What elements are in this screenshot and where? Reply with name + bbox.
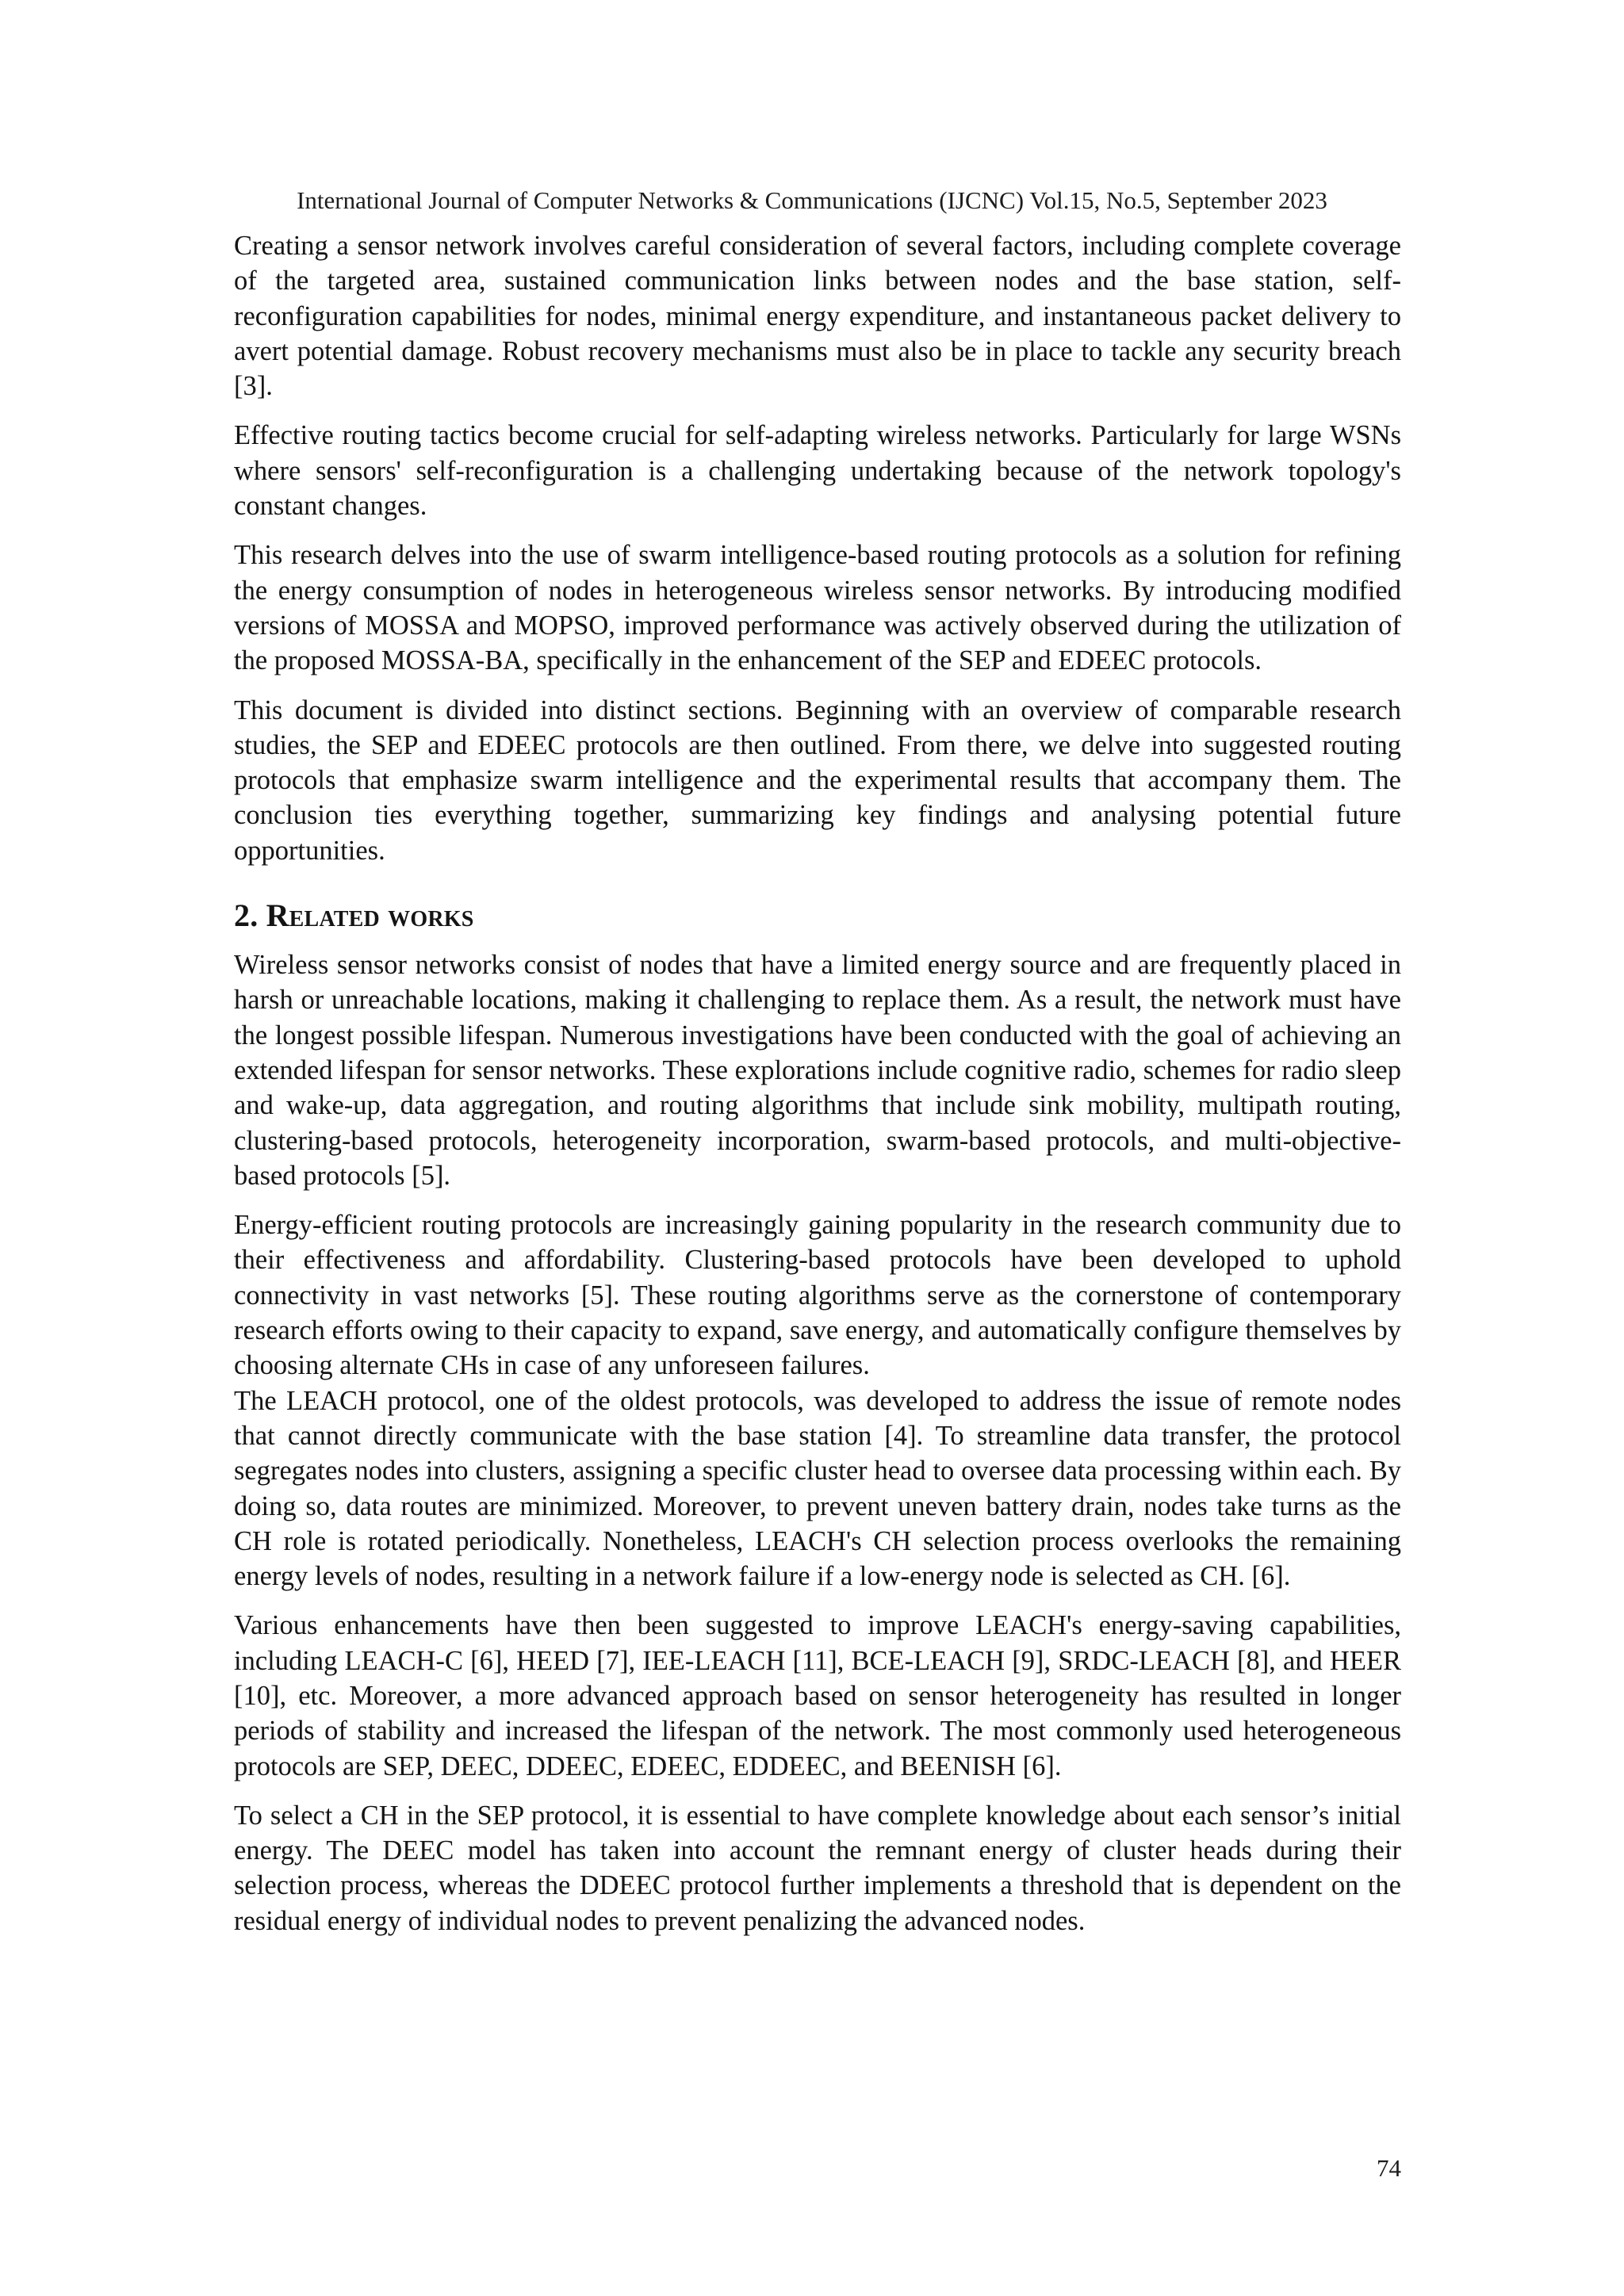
page-number: 74 — [1377, 2154, 1401, 2182]
related-works-paragraph-1: Wireless sensor networks consist of nodes that have a limited energy source and are frequently placed in harsh or unreachable locations, making it challenging to replace them. As a result, the network must have the longest possible lifespan. Numerous investigations have been conducted with the goal of achieving an extended lifespan for sensor networks. These explorations include cognitive radio, schemes for radio sleep and wake-up, data aggregation, and routing algorithms that include sink mobility, multipath routing, clustering-based protocols, heterogeneity incorporation, swarm-based protocols, and multi-objective-based protocols [5]. — [234, 950, 1401, 1191]
related-works-paragraph-2: Energy-efficient routing protocols are increasingly gaining popularity in the research community due to their effectiveness and affordability. Clustering-based protocols have been developed to uphold connectivity in vast networks [5]. These routing algorithms serve as the cornerstone of contemporary research efforts owing to their capacity to expand, save energy, and automatically configure themselves by choosing alternate CHs in case of any unforeseen failures. — [234, 1210, 1401, 1381]
intro-paragraph-1: Creating a sensor network involves careful consideration of several factors, including complete coverage of the targeted area, sustained communication links between nodes and the base station, self-reconfiguration capabilities for nodes, minimal energy expenditure, and instantaneous packet delivery to avert potential damage. Robust recovery mechanisms must also be in place to tackle any security breach [3]. — [234, 231, 1401, 402]
page-body — [234, 228, 1401, 1953]
intro-paragraph-4: This document is divided into distinct sections. Beginning with an overview of comparable research studies, the SEP and EDEEC protocols are then outlined. From there, we delve into suggested routing protocols that emphasize swarm intelligence and the experimental results that accompany them. The conclusion ties everything together, summarizing key findings and analysing potential future opportunities. — [234, 695, 1401, 866]
running-header: International Journal of Computer Networks & Communications (IJCNC) Vol.15, No.5, September 2023 — [297, 186, 1327, 214]
related-works-paragraph-4: Various enhancements have then been suggested to improve LEACH's energy-saving capabilities, including LEACH-C [6], HEED [7], IEE-LEACH [11], BCE-LEACH [9], SRDC-LEACH [8], and HEER [10], etc. Moreover, a more advanced approach based on sensor heterogeneity has resulted in longer periods of stability and increased the lifespan of the network. The most commonly used heterogeneous protocols are SEP, DEEC, DDEEC, EDEEC, EDDEEC, and BEENISH [6]. — [234, 1610, 1401, 1781]
intro-paragraph-3: This research delves into the use of swarm intelligence-based routing protocols as a solution for refining the energy consumption of nodes in heterogeneous wireless sensor networks. By introducing modified versions of MOSSA and MOPSO, improved performance was actively observed during the utilization of the proposed MOSSA-BA, specifically in the enhancement of the SEP and EDEEC protocols. — [234, 540, 1401, 676]
section-heading-related-works: 2. Related works — [234, 897, 474, 934]
intro-paragraph-2: Effective routing tactics become crucial for self-adapting wireless networks. Particularly for large WSNs where sensors' self-reconfiguration is a challenging undertaking because of the network topology's constant changes. — [234, 420, 1401, 522]
related-works-paragraph-3: The LEACH protocol, one of the oldest protocols, was developed to address the issue of remote nodes that cannot directly communicate with the base station [4]. To streamline data transfer, the protocol segregates nodes into clusters, assigning a specific cluster head to oversee data processing within each. By doing so, data routes are minimized. Moreover, to prevent uneven battery drain, nodes take turns as the CH role is rotated periodically. Nonetheless, LEACH's CH selection process overlooks the remaining energy levels of nodes, resulting in a network failure if a low-energy node is selected as CH. [6]. — [234, 1385, 1401, 1592]
related-works-paragraph-5: To select a CH in the SEP protocol, it is essential to have complete knowledge about each sensor’s initial energy. The DEEC model has taken into account the remnant energy of cluster heads during their selection process, whereas the DDEEC protocol further implements a threshold that is dependent on the residual energy of individual nodes to prevent penalizing the advanced nodes. — [234, 1800, 1401, 1936]
